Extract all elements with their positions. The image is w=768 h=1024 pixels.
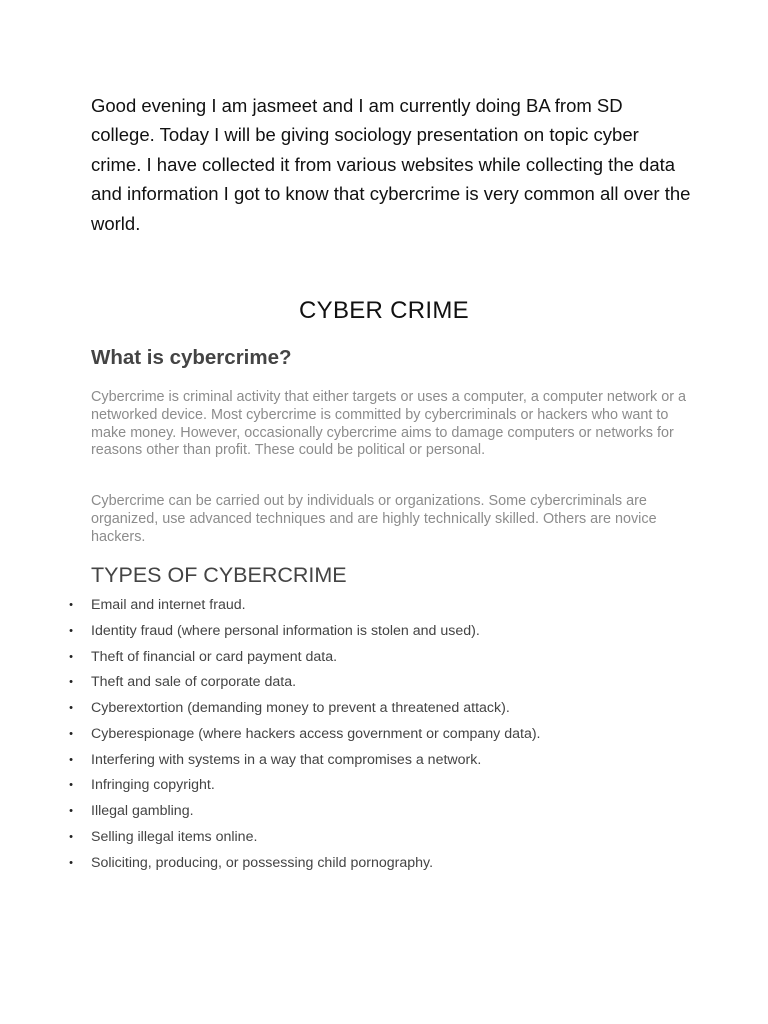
list-item [0,748,768,774]
list-item [0,799,768,825]
bullet-icon: • [69,702,73,714]
list-item [0,851,768,877]
definition-paragraph: Cybercrime is criminal activity that either targets or uses a computer, a computer network or a networked device. Most cybercrime is committed by cybercriminals or hackers who want to make money. However, occasionally cybercrime aims to damage computers or networks for reasons other than profit. These could be political or personal. [91,389,687,459]
bullet-icon: • [69,856,73,869]
list-item [0,722,768,748]
list-item-text: Theft and sale of corporate data. [91,674,297,691]
intro-paragraph: Good evening I am jasmeet and I am currently doing BA from SD college. Today I will be giving sociology presentation on topic cyber crime. I have collected it from various websites while collecting the data and information I got to know that cybercrime is very common all over the world. [91,95,691,234]
list-item [0,696,768,722]
bullet-icon: • [69,727,73,740]
bullet-icon: • [69,624,73,637]
list-item-text: Interfering with systems in a way that compromises a network. [91,751,482,768]
bullet-icon: • [69,805,73,817]
list-item-text: Identity fraud (where personal information is stolen and used). [91,622,480,639]
list-item-text: Illegal gambling. [91,803,194,819]
list-item [0,619,768,645]
bullet-icon: • [69,830,73,843]
bullet-icon: • [69,650,73,663]
list-item-text: Cyberespionage (where hackers access government or company data). [91,725,541,742]
list-item-text: Soliciting, producing, or possessing child pornography. [91,854,434,871]
list-item-text: Selling illegal items online. [91,828,258,845]
types-list [0,593,768,876]
what-is-cybercrime-heading: What is cybercrime? [91,346,292,369]
list-item [0,645,768,671]
list-item [0,593,768,619]
list-item-text: Infringing copyright. [91,777,215,794]
list-item [0,825,768,851]
bullet-icon: • [69,676,73,689]
bullet-icon: • [69,779,73,792]
bullet-icon: • [69,599,73,611]
list-item [0,670,768,696]
document-title: CYBER CRIME [299,297,469,324]
list-item-text: Email and internet fraud. [91,597,246,613]
list-item-text: Theft of financial or card payment data. [91,648,338,665]
perpetrators-paragraph: Cybercrime can be carried out by individuals or organizations. Some cybercriminals are organized, use advanced techniques and are highly technically skilled. Others are novice hackers. [91,493,657,545]
bullet-icon: • [69,753,73,766]
list-item [0,773,768,799]
types-of-cybercrime-heading: TYPES OF CYBERCRIME [91,563,347,587]
list-item-text: Cyberextortion (demanding money to prevent a threatened attack). [91,700,510,716]
